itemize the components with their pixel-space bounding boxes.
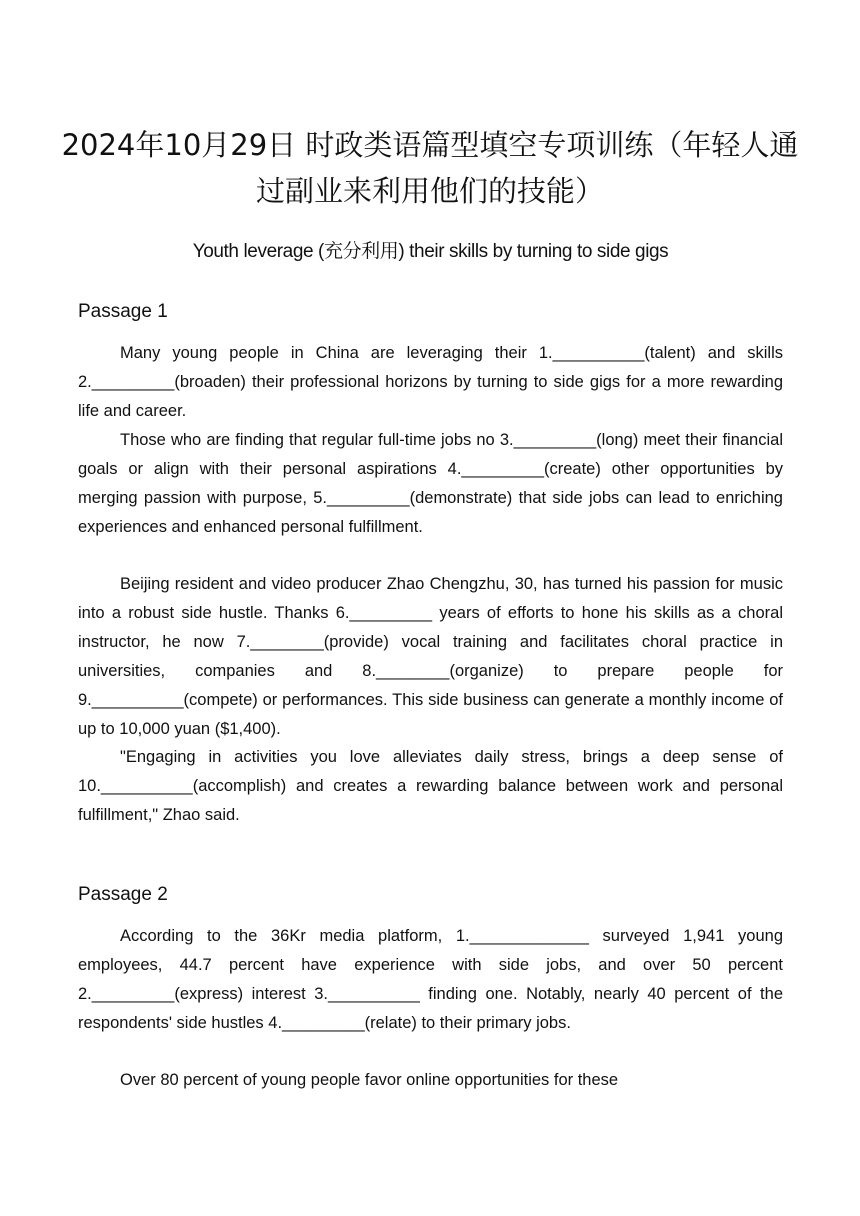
passage-1-paragraph-1: Many young people in China are leveraging their 1.__________(talent) and skills 2._________(broaden) their professional horizons by turning to side gigs for a more rewarding life and career. bbox=[78, 344, 783, 420]
passage-2-heading: Passage 2 bbox=[78, 884, 168, 905]
passage-2-paragraph-1: According to the 36Kr media platform, 1._____________ surveyed 1,941 young employees, 44.7 percent have experience with side jobs, and over 50 percent 2._________(express) interest 3.__________ finding one. Notably, nearly 40 percent of the respondents' side hustles 4._________(relate) to their primary jobs. bbox=[78, 927, 783, 1032]
document-subtitle: Youth leverage (充分利用) their skills by turning to side gigs bbox=[192, 241, 669, 262]
passage-1-paragraph-4: "Engaging in activities you love alleviates daily stress, brings a deep sense of 10.__________(accomplish) and creates a rewarding balance between work and personal fulfillment," Zhao said. bbox=[78, 748, 783, 824]
passage-2-paragraph-2: Over 80 percent of young people favor online opportunities for these bbox=[120, 1071, 619, 1089]
passage-1-paragraph-2: Those who are finding that regular full-time jobs no 3._________(long) meet their financial goals or align with their personal aspirations 4._________(create) other opportunities by merging passion with purpose, 5._________(demonstrate) that side jobs can lead to enriching experiences and enhanced personal fulfillment. bbox=[78, 431, 783, 536]
document-title: 2024年10月29日 时政类语篇型填空专项训练（年轻人通过副业来利用他们的技能） bbox=[61, 128, 799, 208]
passage-1-paragraph-3: Beijing resident and video producer Zhao Chengzhu, 30, has turned his passion for music into a robust side hustle. Thanks 6._________ years of efforts to hone his skills as a choral instructor, he now 7.________(provide) vocal training and facilitates choral practice in universities, companies and 8.________(organize) to prepare people for 9.__________(compete) or performances. This side business can generate a monthly income of up to 10,000 yuan ($1,400). bbox=[78, 575, 783, 738]
passage-1-heading: Passage 1 bbox=[78, 301, 168, 322]
